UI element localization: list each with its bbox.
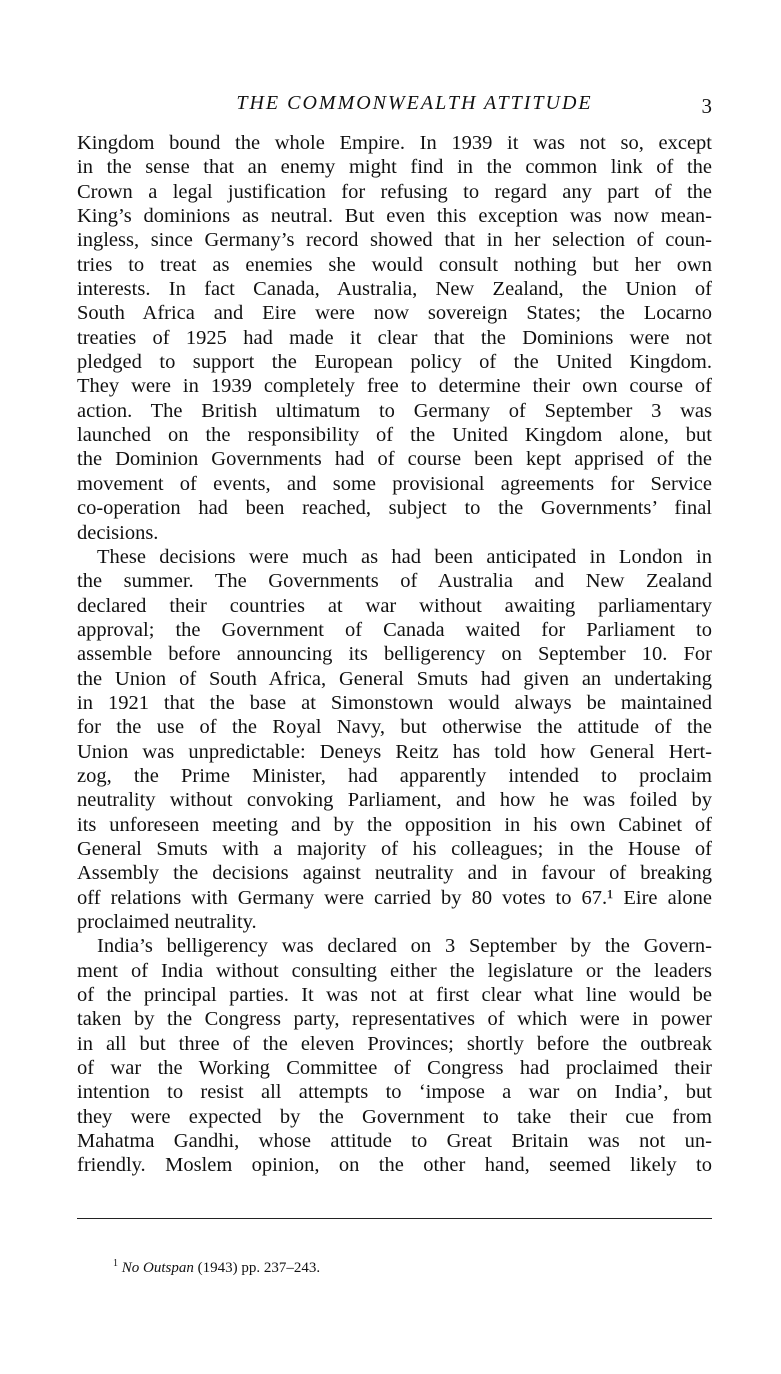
footnote-marker: 1 xyxy=(113,1258,118,1269)
text-line: pledged to support the European policy of the United Kingdom. xyxy=(77,351,712,374)
text-line: friendly. Moslem opinion, on the other hand, seemed likely to xyxy=(77,1154,712,1177)
text-line: the summer. The Governments of Australia and New Zealand xyxy=(77,570,712,593)
text-line: neutrality without convoking Parliament, and how he was foiled by xyxy=(77,789,712,812)
text-line: They were in 1939 completely free to determine their own course of xyxy=(77,375,712,398)
text-line: Union was unpredictable: Deneys Reitz has told how General Hert- xyxy=(77,740,712,763)
text-line: Kingdom bound the whole Empire. In 1939 it was not so, except xyxy=(77,132,712,154)
text-line: off relations with Germany were carried by 80 votes to 67.¹ Eire alone xyxy=(77,886,712,909)
footnote-rule xyxy=(77,1218,712,1219)
text-line: General Smuts with a majority of his colleagues; in the House of xyxy=(77,837,712,860)
text-line: tries to treat as enemies she would consult nothing but her own xyxy=(77,253,712,276)
text-line: South Africa and Eire were now sovereign States; the Locarno xyxy=(77,302,712,325)
text-line: for the use of the Royal Navy, but otherwise the attitude of the xyxy=(77,716,712,739)
text-line: zog, the Prime Minister, had apparently intended to proclaim xyxy=(77,764,712,787)
text-line: treaties of 1925 had made it clear that the Dominions were not xyxy=(77,326,712,349)
text-line: of the principal parties. It was not at first clear what line would be xyxy=(77,984,712,1007)
text-line: Crown a legal justification for refusing to regard any part of the xyxy=(77,180,712,203)
text-line: co-operation had been reached, subject to the Governments’ final xyxy=(77,497,712,520)
text-line: movement of events, and some provisional agreements for Service xyxy=(77,472,712,495)
page-number: 3 xyxy=(701,94,712,118)
text-line: India’s belligerency was declared on 3 September by the Govern- xyxy=(97,935,712,958)
text-line: ingless, since Germany’s record showed that in her selection of coun- xyxy=(77,229,712,252)
text-line: of war the Working Committee of Congress had proclaimed their xyxy=(77,1057,712,1080)
text-line: interests. In fact Canada, Australia, New Zealand, the Union of xyxy=(77,278,712,301)
text-line: launched on the responsibility of the United Kingdom alone, but xyxy=(77,424,712,447)
text-line: These decisions were much as had been anticipated in London in xyxy=(97,545,712,568)
text-line: Assembly the decisions against neutrality and in favour of breaking xyxy=(77,862,712,885)
text-line: the Dominion Governments had of course been kept apprised of the xyxy=(77,448,712,471)
running-header xyxy=(77,92,712,120)
running-title: THE COMMONWEALTH ATTITUDE xyxy=(236,92,593,114)
text-line: proclaimed neutrality. xyxy=(77,911,257,933)
text-line: its unforeseen meeting and by the opposition in his own Cabinet of xyxy=(77,813,712,836)
text-line: they were expected by the Government to take their cue from xyxy=(77,1105,712,1128)
text-line: declared their countries at war without awaiting parliamentary xyxy=(77,594,712,617)
text-line: taken by the Congress party, representatives of which were in power xyxy=(77,1008,712,1031)
text-line: the Union of South Africa, General Smuts had given an undertaking xyxy=(77,667,712,690)
text-line: intention to resist all attempts to ‘impose a war on India’, but xyxy=(77,1081,712,1104)
text-line: assemble before announcing its belligerency on September 10. For xyxy=(77,643,712,666)
footnote-citation: (1943) pp. 237–243. xyxy=(197,1260,321,1276)
text-line: ment of India without consulting either the legislature or the leaders xyxy=(77,959,712,982)
text-line: Mahatma Gandhi, whose attitude to Great Britain was not un- xyxy=(77,1130,712,1153)
text-line: in the sense that an enemy might find in the common link of the xyxy=(77,156,712,179)
text-line: decisions. xyxy=(77,521,159,544)
footnote xyxy=(113,1258,320,1277)
text-line: in 1921 that the base at Simonstown would always be maintained xyxy=(77,691,712,714)
text-line: King’s dominions as neutral. But even this exception was now mean- xyxy=(77,205,712,228)
text-line: action. The British ultimatum to Germany of September 3 was xyxy=(77,399,712,422)
text-line: in all but three of the eleven Provinces; shortly before the outbreak xyxy=(77,1032,712,1055)
text-line: approval; the Government of Canada waited for Parliament to xyxy=(77,618,712,641)
footnote-source: No Outspan xyxy=(121,1260,194,1276)
body-text xyxy=(77,131,712,1178)
